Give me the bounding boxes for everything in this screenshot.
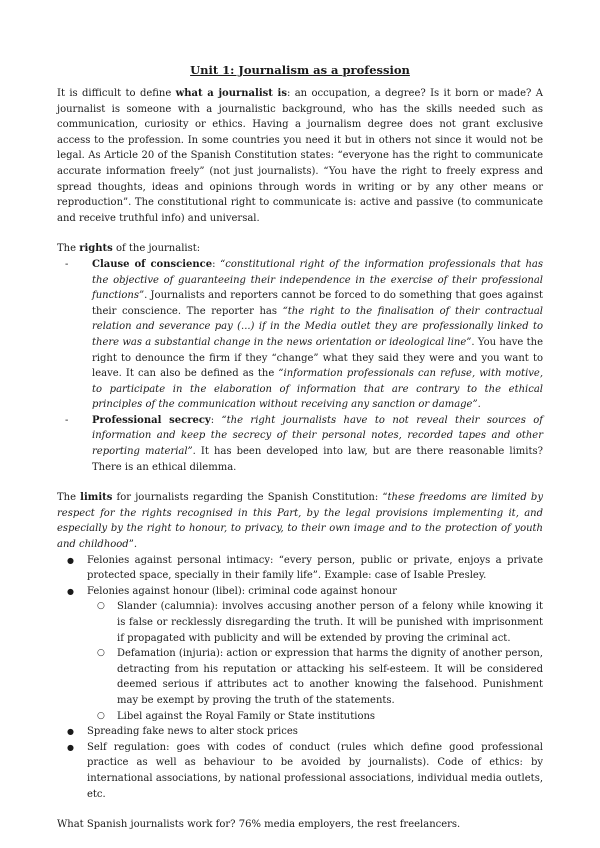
secrecy-text: . It has been developed into law, but are there reasonable limits? There is an ethical dilemma.: [92, 446, 543, 473]
sub-list-item: ○ Defamation (injuria): action or expression that harms the dignity of another person, detracting from his reputation or attacking his self-esteem. It will be considered deemed serious if attributes act to another knowing the falsehood. Punishment may be exempt by proving the truth of the statements.: [87, 646, 543, 708]
limits-pre: The: [57, 492, 81, 504]
clause-colon: :: [212, 258, 221, 270]
professional-secrecy-item: [57, 413, 543, 475]
limits-end: ”.: [128, 539, 138, 551]
clause-quote-2: “the right to the finalisation of their contractual relation and severance pay (...) if in the Media outlet they are professionally linked to there was a substantial change in the news orientation or ideological line”: [92, 305, 543, 348]
clause-text-3: .: [477, 399, 481, 411]
rights-post: of the journalist:: [112, 243, 201, 255]
honour-sublist: [87, 599, 543, 724]
page-title: Unit 1: Journalism as a profession: [190, 63, 410, 77]
limits-list: [57, 553, 543, 803]
intro-text-2: : an occupation, a degree? Is it born or made? A journalist is someone with a journalistic background, who has the skills needed such as communication, curiosity or ethics. Having a journalism degree does not grant exclusive access to the profession. In some countries you need it but in others not since it would not be legal. As Article 20 of the Spanish Constitution states: “everyone has the right to communicate accurate information freely” (not just journalists). “You have the right to freely express and spread thoughts, ideas and opinions through words in writing or by any other means or reproduction”. The constitutional right to communicate is: active and passive (to communicate and receive truthful info) and universal.: [57, 88, 543, 224]
secrecy-colon: :: [210, 414, 222, 426]
intro-text-1: It is difficult to define: [57, 88, 176, 99]
rights-heading: [57, 241, 543, 257]
list-item: ● Spreading fake news to alter stock prices: [57, 724, 543, 740]
sub-list-item: ○ Libel against the Royal Family or State institutions: [87, 709, 543, 725]
intro-bold: what a journalist is: [175, 88, 287, 99]
list-item-text: Felonies against honour (libel): criminal code against honour: [87, 585, 397, 597]
rights-pre: The: [57, 243, 80, 255]
list-item: ● Felonies against personal intimacy: “every person, public or private, enjoys a private protected space, specially in their family life”. Example: case of Isable Presley.: [57, 553, 543, 584]
clause-text-1: . Journalists and reporters cannot be forced to do something that goes against their conscience. The reporter has: [92, 290, 543, 317]
limits-quote: these freedoms are limited by respect for the rights recognised in this Part, by the legal provisions implementing it, and especially by the right to honour, to privacy, to their own image and to the protection of youth and childhood: [57, 492, 543, 551]
list-item: [57, 584, 543, 724]
document-page: [57, 62, 543, 833]
clause-of-conscience-item: [57, 257, 543, 413]
secrecy-head: Professional secrecy: [92, 414, 211, 426]
limits-paragraph: [57, 490, 543, 552]
clause-text-2: . You have the right to denounce the firm if they “change” what they said they were and you want to leave. It can also be defined as the: [92, 336, 543, 380]
limits-mid: for journalists regarding the Spanish Constitution: “: [112, 492, 388, 504]
clause-quote-1: “constitutional right of the information professionals that has the objective of guaranteeing their independence in the exercise of their professional functions”: [92, 258, 543, 302]
rights-bold: rights: [79, 243, 113, 255]
secrecy-quote: “the right journalists have to not reveal their sources of information and keep the secrecy of their personal notes, recorded tapes and other reporting material”: [92, 414, 543, 458]
limits-bold: limits: [80, 492, 113, 504]
rights-list: [57, 257, 543, 475]
clause-quote-3: “information professionals can refuse, with motive, to participate in the elaboration of information that are contrary to the ethical principles of the communication without receiving any sanction or damage”: [92, 368, 544, 411]
clause-head: Clause of conscience: [92, 258, 213, 270]
sub-list-item: ○ Slander (calumnia): involves accusing another person of a felony while knowing it is false or recklessly disregarding the truth. It will be punished with imprisonment if propagated with publicity and will be extended by proving the criminal act.: [87, 599, 543, 646]
list-item: ● Self regulation: goes with codes of conduct (rules which define good professional practice as well as behaviour to be avoided by journalists). Code of ethics: by international associations, by national professional associations, individual media outlets, etc.: [57, 740, 543, 802]
closing-paragraph: What Spanish journalists work for? 76% media employers, the rest freelancers.: [57, 819, 461, 831]
intro-paragraph: [57, 86, 543, 226]
